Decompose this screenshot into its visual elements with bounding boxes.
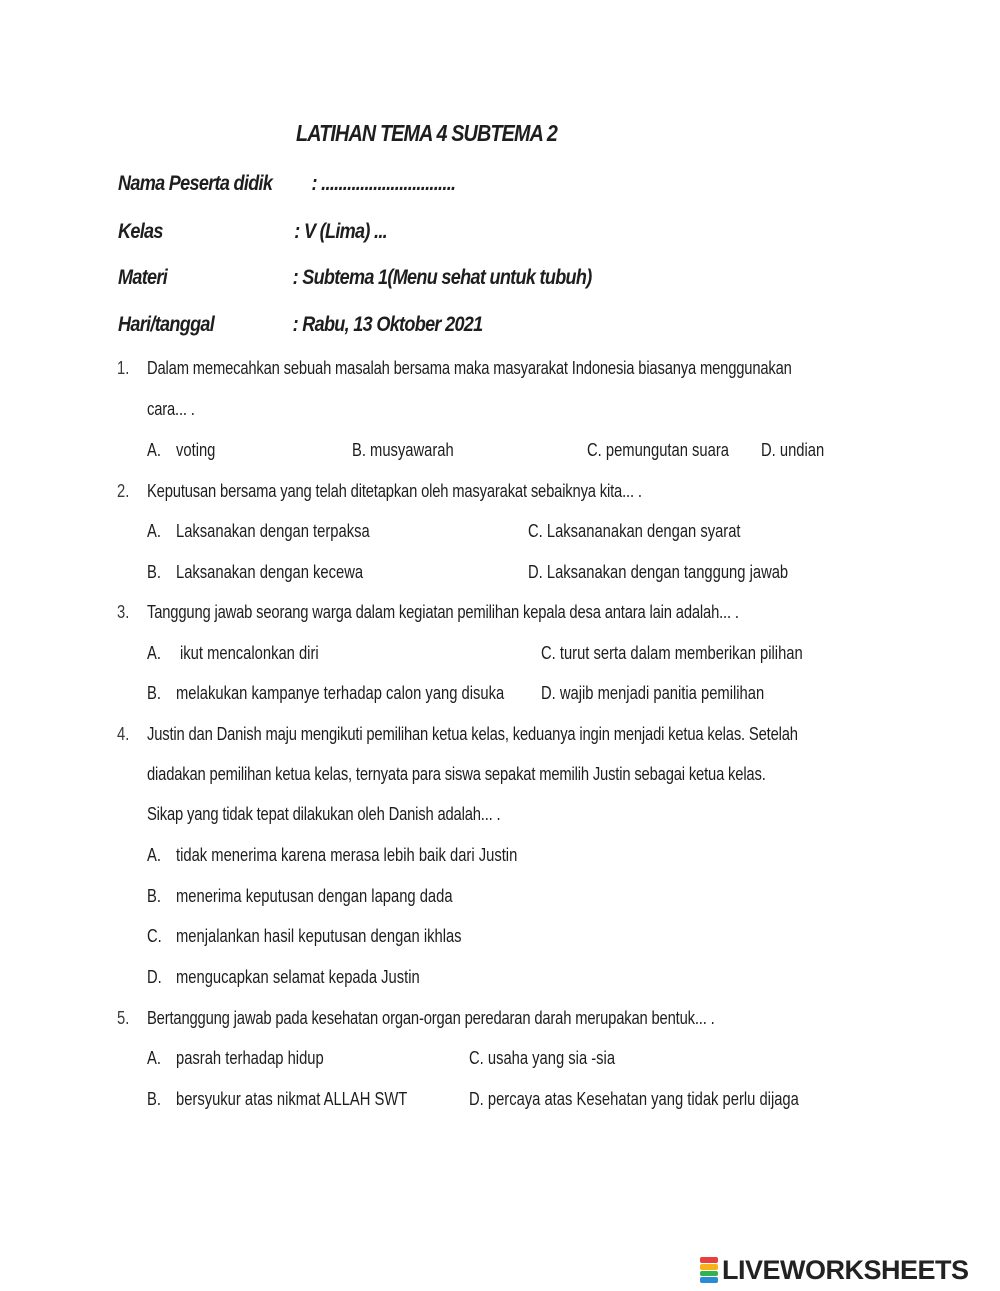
logo-block (700, 1271, 718, 1277)
option-d[interactable]: mengucapkan selamat kepada Justin (176, 967, 420, 987)
option-letter: D. (147, 967, 162, 987)
question-text: Dalam memecahkan sebuah masalah bersama maka masyarakat Indonesia biasanya menggunakan (147, 358, 792, 378)
question-text: Bertanggung jawab pada kesehatan organ-organ peredaran darah merupakan bentuk... . (147, 1008, 715, 1028)
option-b[interactable]: Laksanakan dengan kecewa (176, 562, 364, 582)
info-label: Kelas (118, 220, 163, 243)
question-text: Justin dan Danish maju mengikuti pemilihan ketua kelas, keduanya ingin menjadi ketua kelas. Setelah (147, 724, 798, 744)
option-b[interactable]: menerima keputusan dengan lapang dada (176, 886, 453, 906)
info-row-date (118, 313, 483, 337)
option-c[interactable]: menjalankan hasil keputusan dengan ikhlas (176, 926, 462, 946)
question-number: 2. (117, 481, 130, 501)
question-text: Keputusan bersama yang telah ditetapkan oleh masyarakat sebaiknya kita... . (147, 481, 642, 501)
question-text: diadakan pemilihan ketua kelas, ternyata para siswa sepakat memilih Justin sebagai ketua kelas. (147, 764, 766, 784)
info-value: : Rabu, 13 Oktober 2021 (292, 313, 483, 336)
worksheet-title: LATIHAN TEMA 4 SUBTEMA 2 (296, 120, 558, 146)
option-letter: B. (147, 683, 161, 703)
option-a[interactable]: ikut mencalonkan diri (180, 643, 319, 663)
option-c[interactable]: C. Laksananakan dengan syarat (528, 521, 741, 541)
option-b[interactable]: bersyukur atas nikmat ALLAH SWT (176, 1089, 408, 1109)
question-text: Tanggung jawab seorang warga dalam kegiatan pemilihan kepala desa antara lain adalah... . (147, 602, 739, 622)
option-letter: B. (147, 562, 161, 582)
name-field[interactable]: : ............................... (311, 172, 456, 195)
option-letter: C. (147, 926, 162, 946)
option-a[interactable]: voting (176, 440, 216, 460)
option-b[interactable]: melakukan kampanye terhadap calon yang disuka (176, 683, 505, 703)
question-number: 5. (117, 1008, 130, 1028)
option-a[interactable]: pasrah terhadap hidup (176, 1048, 324, 1068)
info-row-name (118, 172, 456, 196)
option-d[interactable]: D. undian (761, 440, 825, 460)
option-d[interactable]: D. percaya atas Kesehatan yang tidak perlu dijaga (469, 1089, 799, 1109)
question-text: Sikap yang tidak tepat dilakukan oleh Danish adalah... . (147, 804, 501, 824)
info-label: Hari/tanggal (118, 313, 215, 336)
option-letter: A. (147, 845, 161, 865)
info-label: Materi (118, 266, 168, 289)
question-number: 1. (117, 358, 130, 378)
question-number: 4. (117, 724, 130, 744)
option-letter: A. (147, 521, 161, 541)
option-letter: A. (147, 643, 161, 663)
option-a[interactable]: tidak menerima karena merasa lebih baik dari Justin (176, 845, 518, 865)
option-letter: A. (147, 1048, 161, 1068)
question-number: 3. (117, 602, 130, 622)
info-row-class (118, 220, 388, 244)
option-letter: A. (147, 440, 161, 460)
info-value: : Subtema 1(Menu sehat untuk tubuh) (292, 266, 592, 289)
option-d[interactable]: D. wajib menjadi panitia pemilihan (541, 683, 765, 703)
liveworksheets-brand (700, 1255, 969, 1285)
option-letter: B. (147, 1089, 161, 1109)
liveworksheets-logo-icon (700, 1257, 718, 1283)
brand-text: LIVEWORKSHEETS (722, 1254, 969, 1285)
info-row-material (118, 266, 592, 290)
option-d[interactable]: D. Laksanakan dengan tanggung jawab (528, 562, 789, 582)
option-c[interactable]: C. usaha yang sia -sia (469, 1048, 616, 1068)
logo-block (700, 1264, 718, 1270)
option-a[interactable]: Laksanakan dengan terpaksa (176, 521, 370, 541)
option-c[interactable]: C. pemungutan suara (587, 440, 729, 460)
info-value: : V (Lima) ... (294, 220, 388, 243)
logo-block (700, 1257, 718, 1263)
option-letter: B. (147, 886, 161, 906)
info-label: Nama Peserta didik (118, 172, 273, 195)
question-text: cara... . (147, 399, 195, 419)
option-b[interactable]: B. musyawarah (352, 440, 454, 460)
option-c[interactable]: C. turut serta dalam memberikan pilihan (541, 643, 803, 663)
logo-block (700, 1277, 718, 1283)
